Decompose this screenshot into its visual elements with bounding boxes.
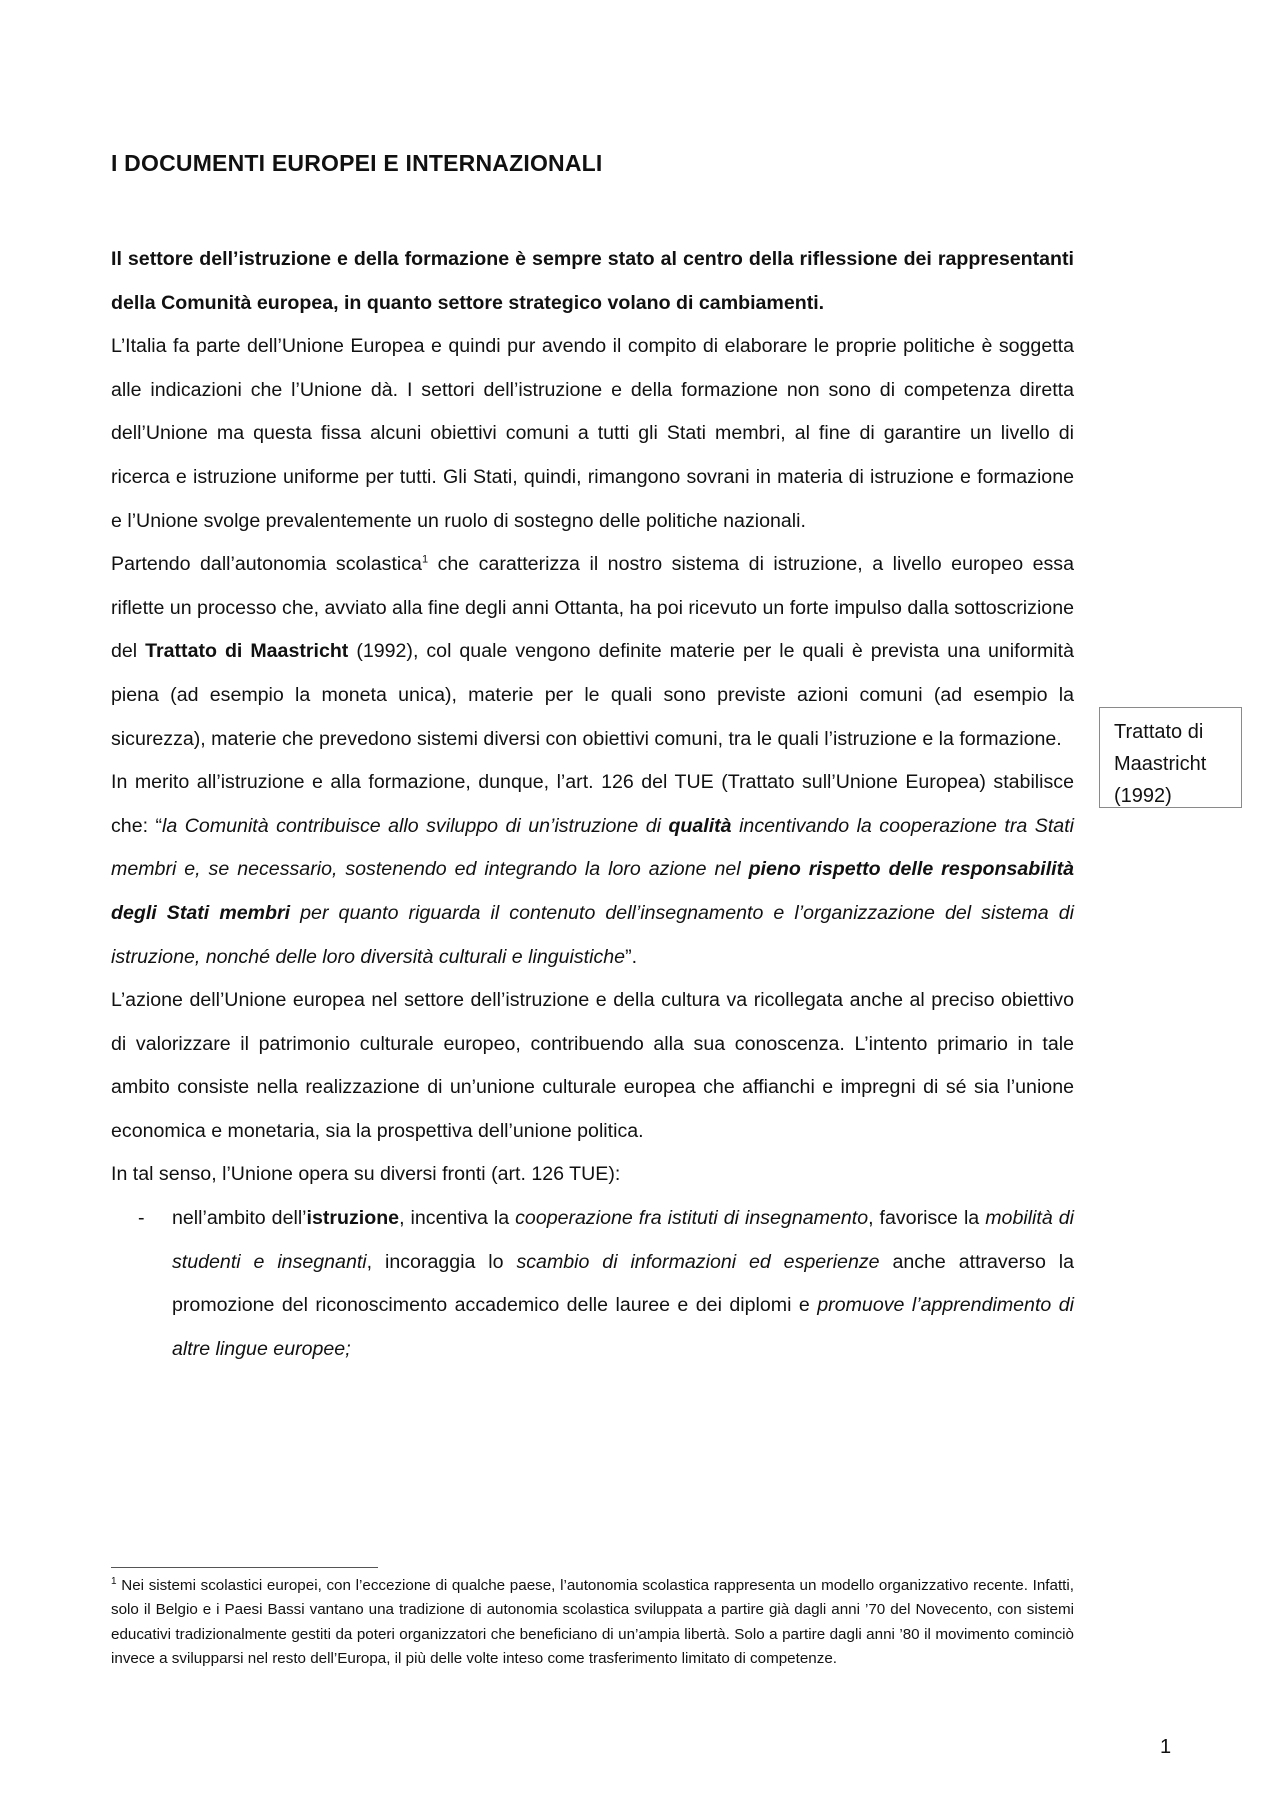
list-bold-istruzione: istruzione [306, 1207, 400, 1230]
list-italic-2: mobilità di studenti e insegnanti [172, 1207, 1074, 1273]
page-title: I DOCUMENTI EUROPEI E INTERNAZIONALI [111, 150, 603, 176]
paragraph-autonomia-text-3: (1992), col quale vengono definite materie per le quali è prevista una uniformità piena (ad esempio la moneta unica), materie per le quali sono previste azioni comuni (ad esempio la sicurezza), materie che prevedono sistemi diversi con obiettivi comuni, tra le quali l’istruzione e la formazione. [111, 640, 1074, 750]
art126-quote-bold-2: pieno rispetto delle responsabilità degli Stati membri [111, 858, 1075, 924]
art126-quote-bold-1: qualità [668, 814, 732, 837]
list-text-2: , incentiva la [399, 1207, 516, 1230]
list-italic-3: scambio di informazioni ed esperienze [516, 1250, 880, 1273]
list-dash: - [138, 1207, 145, 1230]
art126-quote-1: la Comunità contribuisce allo sviluppo di un’istruzione di [162, 814, 669, 837]
fronti-list [111, 1197, 1074, 1371]
footnote-number: 1 [111, 1575, 117, 1587]
art126-quote-3: per quanto riguarda il contenuto dell’insegnamento e l’organizzazione del sistema di istruzione, nonché delle loro diversità culturali e linguistiche [111, 901, 1074, 968]
footnote-separator [111, 1567, 378, 1568]
paragraph-fronti: In tal senso, l’Unione opera su diversi fronti (art. 126 TUE): [111, 1163, 621, 1186]
intro-paragraph: Il settore dell’istruzione e della formazione è sempre stato al centro della riflessione dei rappresentanti della Comunità europea, in quanto settore strategico volano di cambiamenti. [111, 248, 1074, 314]
document-body [111, 238, 1074, 1371]
footnote [111, 1574, 1074, 1672]
list-italic-1: cooperazione fra istituti di insegnamento [515, 1207, 869, 1230]
paragraph-autonomia-text-1: Partendo dall’autonomia scolastica [111, 553, 422, 576]
paragraph-azione: L’azione dell’Unione europea nel settore dell’istruzione e della cultura va ricollegata anche al preciso obiettivo di valorizzare il patrimonio culturale europeo, contribuendo alla sua conoscenza. L’intento primario in tale ambito consiste nella realizzazione di un’unione culturale europea che affianchi e impregni di sé sia l’unione economica e monetaria, sia la prospettiva dell’unione politica. [111, 989, 1074, 1142]
margin-note: Trattato di Maastricht (1992) [1099, 707, 1242, 808]
footnote-text: Nei sistemi scolastici europei, con l’eccezione di qualche paese, l’autonomia scolastica rappresenta un modello organizzativo recente. Infatti, solo il Belgio e i Paesi Bassi vantano una tradizione di autonomia scolastica sviluppata a partire già dagli anni ’70 del Novecento, con sistemi educativi tradizionalmente gestiti da poteri organizzatori che beneficiano di un’ampia libertà. Solo a partire dagli anni ’80 il movimento cominciò invece a svilupparsi nel resto dell’Europa, il più delle volte inteso come trasferimento limitato di competenze. [111, 1577, 1074, 1668]
art126-quote-2: incentivando la cooperazione tra Stati membri e, se necessario, sostenendo ed integrando la loro azione nel [111, 814, 1074, 881]
art126-intro: In merito all’istruzione e alla formazione, dunque, l’art. 126 del TUE (Trattato sull’Unione Europea) stabilisce che: “ [111, 771, 1074, 837]
paragraph-autonomia-text-2: che caratterizza il nostro sistema di istruzione, a livello europeo essa riflette un processo che, avviato alla fine degli anni Ottanta, ha poi ricevuto un forte impulso dalla sottoscrizione del [111, 553, 1074, 663]
page-number: 1 [1160, 1736, 1172, 1758]
paragraph-art126 [111, 761, 1074, 979]
list-text-4: , incoraggia lo [366, 1250, 517, 1273]
list-item [111, 1197, 1074, 1371]
list-text-1: nell’ambito dell’ [172, 1207, 307, 1230]
list-italic-4: promuove l’apprendimento di altre lingue europee; [172, 1294, 1074, 1360]
maastricht-bold: Trattato di Maastricht [145, 640, 349, 663]
paragraph-autonomia [111, 543, 1074, 761]
list-text-5: anche attraverso la promozione del riconoscimento accademico delle lauree e dei diplomi e [172, 1250, 1074, 1317]
paragraph-italia: L’Italia fa parte dell’Unione Europea e quindi pur avendo il compito di elaborare le proprie politiche è soggetta alle indicazioni che l’Unione dà. I settori dell’istruzione e della formazione non sono di competenza diretta dell’Unione ma questa fissa alcuni obiettivi comuni a tutti gli Stati membri, al fine di garantire un livello di ricerca e istruzione uniforme per tutti. Gli Stati, quindi, rimangono sovrani in materia di istruzione e formazione e l’Unione svolge prevalentemente un ruolo di sostegno delle politiche nazionali. [111, 335, 1074, 532]
footnote-reference[interactable]: 1 [421, 553, 429, 566]
list-text-3: , favorisce la [868, 1207, 986, 1230]
art126-end: ”. [625, 945, 638, 968]
